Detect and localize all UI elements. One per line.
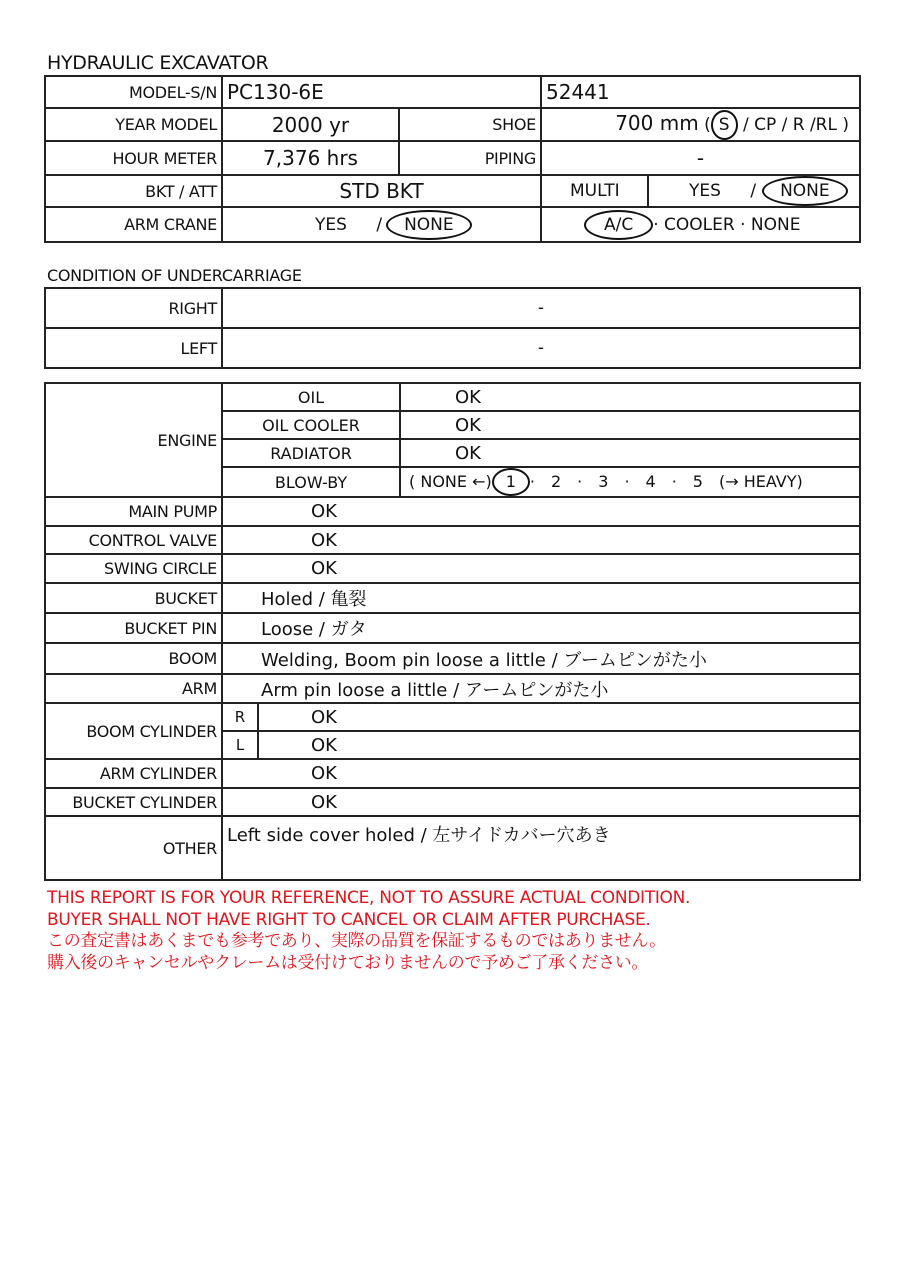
shoe-label: SHOE [399,108,541,141]
main-pump-value: OK [222,497,860,526]
model-label: MODEL-S/N [45,76,222,108]
hour-label: HOUR METER [45,141,222,175]
disclaimer-line: BUYER SHALL NOT HAVE RIGHT TO CANCEL OR CLAIM AFTER PURCHASE. [47,909,651,930]
boom-cyl-l-label: L [222,731,258,759]
blowby-selected-oval: 1 [492,468,530,496]
control-valve-value: OK [222,526,860,554]
boom-value: Welding, Boom pin loose a little / ブームピンがた小 [222,643,860,674]
blowby-scale [400,467,860,497]
disclaimer-line: THIS REPORT IS FOR YOUR REFERENCE, NOT TO ASSURE ACTUAL CONDITION. [47,888,691,908]
multi-none-oval: NONE [762,176,848,206]
arm-label: ARM [45,674,222,703]
disclaimer-line: 購入後のキャンセルやクレームは受付けておりませんので予めご了承ください。 [47,952,649,973]
oil-label: OIL [222,383,400,411]
bkt-value: STD BKT [222,175,541,207]
piping-value: - [541,141,860,175]
arm-value: Arm pin loose a little / アームピンがた小 [222,674,860,703]
blowby-start: ( NONE ←) [409,472,492,491]
shoe-options: / CP / R /RL ) [742,114,849,135]
undercarriage-table [44,287,861,369]
multi-sep: / [750,181,757,201]
condition-table [44,382,861,881]
arm-cylinder-label: ARM CYLINDER [45,759,222,788]
shoe-value: 700 mm [615,110,699,135]
main-pump-label: MAIN PUMP [45,497,222,526]
multi-cell [648,175,860,207]
boom-cyl-r-label: R [222,703,258,731]
engine-label: ENGINE [45,383,222,497]
other-value: Left side cover holed / 左サイドカバー穴あき [222,816,860,880]
boom-cyl-r-value: OK [258,703,860,731]
multi-label: MULTI [541,175,648,207]
shoe-open-paren: ( [704,114,711,135]
bucket-cylinder-label: BUCKET CYLINDER [45,788,222,816]
blowby-rest: · 2 · 3 · 4 · 5 (→ HEAVY) [529,472,803,491]
spec-table [44,75,861,243]
disclaimer-line: この査定書はあくまでも参考であり、実際の品質を保証するものではありません。 [47,931,666,951]
multi-yes: YES [689,181,721,201]
shoe-cell [541,108,860,141]
cooler-options: · COOLER · NONE [653,214,801,235]
uc-right-value: - [222,288,860,328]
bucket-cylinder-value: OK [222,788,860,816]
shoe-selected-oval: S [711,110,738,140]
serial-value: 52441 [541,76,860,108]
uc-right-label: RIGHT [45,288,222,328]
oil-cooler-value: OK [400,411,860,439]
radiator-value: OK [400,439,860,467]
undercarriage-title: CONDITION OF UNDERCARRIAGE [47,266,302,285]
arm-cylinder-value: OK [222,759,860,788]
control-valve-label: CONTROL VALVE [45,526,222,554]
model-value: PC130-6E [222,76,541,108]
uc-left-label: LEFT [45,328,222,368]
boom-cyl-l-value: OK [258,731,860,759]
report-title: HYDRAULIC EXCAVATOR [47,52,269,74]
arm-crane-label: ARM CRANE [45,207,222,242]
oil-cooler-label: OIL COOLER [222,411,400,439]
year-label: YEAR MODEL [45,108,222,141]
swing-circle-label: SWING CIRCLE [45,554,222,583]
ac-cell [541,207,860,242]
boom-cylinder-label: BOOM CYLINDER [45,703,222,759]
bucket-label: BUCKET [45,583,222,613]
disclaimer [47,888,690,974]
arm-crane-sep: / [376,214,383,235]
swing-circle-value: OK [222,554,860,583]
radiator-label: RADIATOR [222,439,400,467]
bkt-label: BKT / ATT [45,175,222,207]
oil-value: OK [400,383,860,411]
piping-label: PIPING [399,141,541,175]
boom-label: BOOM [45,643,222,674]
arm-crane-cell [222,207,541,242]
year-value: 2000 yr [222,108,399,141]
blowby-label: BLOW-BY [222,467,400,497]
bucket-pin-value: Loose / ガタ [222,613,860,643]
uc-left-value: - [222,328,860,368]
arm-crane-yes: YES [315,214,347,235]
hour-value: 7,376 hrs [222,141,399,175]
other-label: OTHER [45,816,222,880]
bucket-pin-label: BUCKET PIN [45,613,222,643]
arm-crane-none-oval: NONE [386,210,472,240]
ac-oval: A/C [584,210,653,240]
bucket-value: Holed / 亀裂 [222,583,860,613]
